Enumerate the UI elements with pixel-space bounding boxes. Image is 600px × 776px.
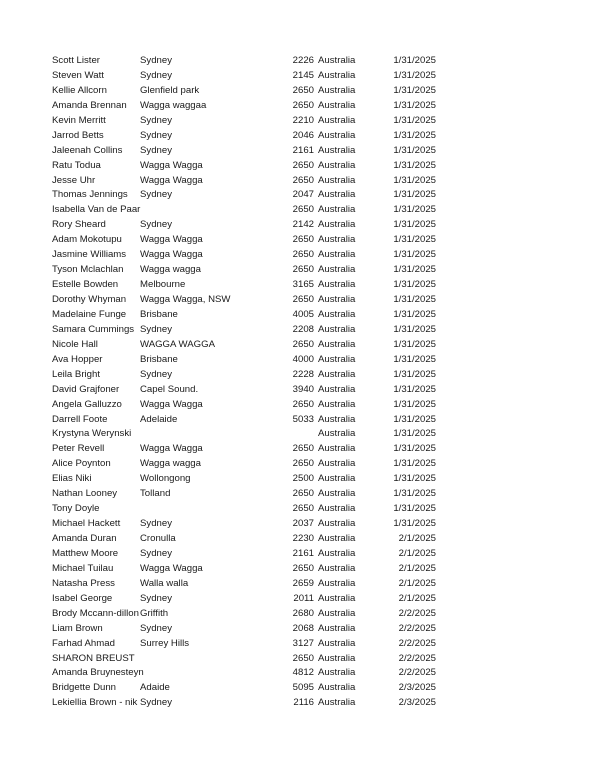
postcode-cell: 2650	[270, 233, 314, 248]
city-cell: Sydney	[140, 114, 280, 129]
city-cell: Surrey Hills	[140, 637, 280, 652]
date-cell: 1/31/2025	[360, 517, 436, 532]
name-cell: Krystyna Werynski	[52, 428, 132, 440]
table-row	[0, 144, 600, 159]
name-cell: Matthew Moore	[52, 547, 119, 559]
name-cell: Amanda Brennan	[52, 99, 127, 111]
city-cell: Sydney	[140, 144, 280, 159]
table-row	[0, 532, 600, 547]
postcode-cell: 2208	[270, 323, 314, 338]
country-cell: Australia	[318, 472, 378, 487]
date-cell: 1/31/2025	[360, 144, 436, 159]
city-cell: Sydney	[140, 368, 280, 383]
country-cell: Australia	[318, 69, 378, 84]
country-cell: Australia	[318, 442, 378, 457]
table-row	[0, 188, 600, 203]
city-cell: Walla walla	[140, 577, 280, 592]
city-cell: Melbourne	[140, 278, 280, 293]
city-cell: Wagga waggaa	[140, 99, 280, 114]
name-cell: Jasmine Williams	[52, 249, 127, 261]
city-cell: Tolland	[140, 487, 280, 502]
city-cell: Sydney	[140, 54, 280, 69]
name-cell: Steven Watt	[52, 69, 104, 81]
spreadsheet-printout	[0, 54, 600, 711]
country-cell: Australia	[318, 457, 378, 472]
table-row	[0, 383, 600, 398]
postcode-cell: 3940	[270, 383, 314, 398]
name-cell: Michael Tuilau	[52, 562, 114, 574]
postcode-cell: 2650	[270, 203, 314, 218]
city-cell: Wollongong	[140, 472, 280, 487]
postcode-cell: 4000	[270, 353, 314, 368]
country-cell: Australia	[318, 203, 378, 218]
table-row	[0, 666, 600, 681]
name-cell: Brody Mccann-dillon	[52, 607, 139, 619]
date-cell: 1/31/2025	[360, 99, 436, 114]
country-cell: Australia	[318, 547, 378, 562]
city-cell: Wagga Wagga	[140, 248, 280, 263]
postcode-cell: 3127	[270, 637, 314, 652]
table-row	[0, 592, 600, 607]
city-cell: Sydney	[140, 323, 280, 338]
table-row	[0, 607, 600, 622]
city-cell: Sydney	[140, 622, 280, 637]
city-cell: Wagga Wagga	[140, 174, 280, 189]
postcode-cell: 2650	[270, 248, 314, 263]
table-row	[0, 457, 600, 472]
postcode-cell: 2650	[270, 652, 314, 667]
table-row	[0, 218, 600, 233]
date-cell: 2/2/2025	[360, 637, 436, 652]
postcode-cell: 2230	[270, 532, 314, 547]
postcode-cell: 2650	[270, 398, 314, 413]
date-cell: 2/1/2025	[360, 547, 436, 562]
table-row	[0, 681, 600, 696]
name-cell: Natasha Press	[52, 577, 115, 589]
name-cell: Ratu Todua	[52, 159, 101, 171]
table-row	[0, 398, 600, 413]
table-row	[0, 562, 600, 577]
date-cell: 1/31/2025	[360, 368, 436, 383]
table-row	[0, 487, 600, 502]
table-row	[0, 278, 600, 293]
country-cell: Australia	[318, 293, 378, 308]
name-cell: Isabella Van de Paar	[52, 204, 141, 216]
date-cell: 1/31/2025	[360, 323, 436, 338]
country-cell: Australia	[318, 54, 378, 69]
date-cell: 1/31/2025	[360, 218, 436, 233]
date-cell: 2/3/2025	[360, 681, 436, 696]
country-cell: Australia	[318, 607, 378, 622]
name-cell: Darrell Foote	[52, 413, 108, 425]
postcode-cell: 2650	[270, 293, 314, 308]
country-cell: Australia	[318, 278, 378, 293]
city-cell: Adelaide	[140, 413, 280, 428]
country-cell: Australia	[318, 681, 378, 696]
country-cell: Australia	[318, 517, 378, 532]
postcode-cell: 2046	[270, 129, 314, 144]
country-cell: Australia	[318, 218, 378, 233]
date-cell: 1/31/2025	[360, 383, 436, 398]
postcode-cell: 2161	[270, 144, 314, 159]
country-cell: Australia	[318, 592, 378, 607]
name-cell: Madelaine Funge	[52, 308, 127, 320]
date-cell: 2/1/2025	[360, 592, 436, 607]
postcode-cell: 2047	[270, 188, 314, 203]
date-cell: 1/31/2025	[360, 338, 436, 353]
date-cell: 1/31/2025	[360, 293, 436, 308]
table-row	[0, 353, 600, 368]
table-row	[0, 248, 600, 263]
table-row	[0, 159, 600, 174]
date-cell: 1/31/2025	[360, 398, 436, 413]
name-cell: Peter Revell	[52, 443, 105, 455]
country-cell: Australia	[318, 652, 378, 667]
city-cell: Sydney	[140, 218, 280, 233]
postcode-cell: 5095	[270, 681, 314, 696]
postcode-cell: 2210	[270, 114, 314, 129]
country-cell: Australia	[318, 114, 378, 129]
date-cell: 2/1/2025	[360, 577, 436, 592]
date-cell: 1/31/2025	[360, 188, 436, 203]
country-cell: Australia	[318, 323, 378, 338]
table-row	[0, 517, 600, 532]
date-cell: 1/31/2025	[360, 129, 436, 144]
postcode-cell: 2650	[270, 159, 314, 174]
postcode-cell: 2500	[270, 472, 314, 487]
date-cell: 1/31/2025	[360, 263, 436, 278]
country-cell: Australia	[318, 263, 378, 278]
name-cell: Amanda Duran	[52, 533, 117, 544]
postcode-cell: 2145	[270, 69, 314, 84]
date-cell: 2/2/2025	[360, 622, 436, 637]
postcode-cell: 2659	[270, 577, 314, 592]
country-cell: Australia	[318, 368, 378, 383]
name-cell: David Grajfoner	[52, 383, 120, 395]
table-row	[0, 502, 600, 517]
city-cell: Wagga wagga	[140, 263, 280, 278]
city-cell: Wagga Wagga	[140, 442, 280, 457]
country-cell: Australia	[318, 159, 378, 174]
date-cell: 1/31/2025	[360, 203, 436, 218]
postcode-cell: 2068	[270, 622, 314, 637]
city-cell: Sydney	[140, 129, 280, 144]
date-cell: 2/2/2025	[360, 607, 436, 622]
name-cell: Rory Sheard	[52, 219, 106, 231]
table-row	[0, 637, 600, 652]
name-cell: Angela Galluzzo	[52, 398, 122, 410]
postcode-cell: 4812	[270, 666, 314, 681]
date-cell: 1/31/2025	[360, 84, 436, 99]
name-cell: Jesse Uhr	[52, 174, 96, 186]
table-row	[0, 622, 600, 637]
postcode-cell: 2037	[270, 517, 314, 532]
city-cell: WAGGA WAGGA	[140, 338, 280, 353]
date-cell: 1/31/2025	[360, 502, 436, 517]
table-row	[0, 427, 600, 442]
name-cell: Isabel George	[52, 592, 113, 604]
city-cell: Griffith	[140, 607, 280, 622]
date-cell: 1/31/2025	[360, 308, 436, 323]
date-cell: 1/31/2025	[360, 278, 436, 293]
country-cell: Australia	[318, 487, 378, 502]
date-cell: 1/31/2025	[360, 457, 436, 472]
postcode-cell: 2650	[270, 442, 314, 457]
postcode-cell: 2650	[270, 562, 314, 577]
postcode-cell: 2680	[270, 607, 314, 622]
table-row	[0, 338, 600, 353]
country-cell: Australia	[318, 622, 378, 637]
country-cell: Australia	[318, 696, 378, 711]
table-row	[0, 472, 600, 487]
country-cell: Australia	[318, 308, 378, 323]
date-cell: 1/31/2025	[360, 413, 436, 428]
table-row	[0, 413, 600, 428]
country-cell: Australia	[318, 427, 378, 442]
date-cell: 1/31/2025	[360, 472, 436, 487]
name-cell: Alice Poynton	[52, 458, 111, 470]
city-cell: Sydney	[140, 696, 280, 711]
table-row	[0, 323, 600, 338]
city-cell: Capel Sound.	[140, 383, 280, 398]
city-cell: Wagga wagga	[140, 457, 280, 472]
city-cell: Glenfield park	[140, 84, 280, 99]
postcode-cell: 2650	[270, 487, 314, 502]
city-cell: Adaide	[140, 681, 280, 696]
postcode-cell: 2228	[270, 368, 314, 383]
country-cell: Australia	[318, 129, 378, 144]
date-cell: 2/2/2025	[360, 652, 436, 667]
postcode-cell: 3165	[270, 278, 314, 293]
table-row	[0, 114, 600, 129]
postcode-cell: 2650	[270, 502, 314, 517]
country-cell: Australia	[318, 413, 378, 428]
table-row	[0, 129, 600, 144]
country-cell: Australia	[318, 577, 378, 592]
name-cell: Scott Lister	[52, 55, 100, 66]
city-cell: Sydney	[140, 547, 280, 562]
postcode-cell: 2161	[270, 547, 314, 562]
name-cell: Ava Hopper	[52, 353, 103, 365]
postcode-cell: 2650	[270, 338, 314, 353]
postcode-cell: 2650	[270, 263, 314, 278]
country-cell: Australia	[318, 353, 378, 368]
city-cell: Brisbane	[140, 308, 280, 323]
table-row	[0, 263, 600, 278]
name-cell: Nicole Hall	[52, 338, 98, 350]
date-cell: 2/3/2025	[360, 696, 436, 711]
table-row	[0, 442, 600, 457]
postcode-cell: 2650	[270, 457, 314, 472]
name-cell: Liam Brown	[52, 622, 103, 634]
name-cell: SHARON BREUST	[52, 652, 135, 664]
country-cell: Australia	[318, 383, 378, 398]
table-row	[0, 293, 600, 308]
city-cell: Cronulla	[140, 532, 280, 547]
name-cell: Farhad Ahmad	[52, 637, 115, 649]
country-cell: Australia	[318, 84, 378, 99]
country-cell: Australia	[318, 174, 378, 189]
date-cell: 1/31/2025	[360, 487, 436, 502]
city-cell: Sydney	[140, 517, 280, 532]
postcode-cell: 2650	[270, 99, 314, 114]
date-cell: 2/1/2025	[360, 532, 436, 547]
table-row	[0, 174, 600, 189]
country-cell: Australia	[318, 233, 378, 248]
date-cell: 1/31/2025	[360, 114, 436, 129]
city-cell: Sydney	[140, 69, 280, 84]
table-row	[0, 308, 600, 323]
name-cell: Tyson Mclachlan	[52, 264, 124, 276]
city-cell: Wagga Wagga	[140, 159, 280, 174]
date-cell: 1/31/2025	[360, 353, 436, 368]
postcode-cell: 2142	[270, 218, 314, 233]
name-cell: Elias Niki	[52, 473, 92, 485]
date-cell: 1/31/2025	[360, 69, 436, 84]
country-cell: Australia	[318, 666, 378, 681]
date-cell: 2/1/2025	[360, 562, 436, 577]
name-cell: Adam Mokotupu	[52, 234, 122, 246]
name-cell: Jarrod Betts	[52, 129, 104, 141]
city-cell: Brisbane	[140, 353, 280, 368]
city-cell: Wagga Wagga	[140, 562, 280, 577]
postcode-cell: 2011	[270, 592, 314, 607]
country-cell: Australia	[318, 99, 378, 114]
name-cell: Estelle Bowden	[52, 279, 119, 291]
table-row	[0, 547, 600, 562]
city-cell: Wagga Wagga	[140, 398, 280, 413]
country-cell: Australia	[318, 144, 378, 159]
postcode-cell: 2116	[270, 696, 314, 711]
date-cell: 1/31/2025	[360, 174, 436, 189]
country-cell: Australia	[318, 188, 378, 203]
table-row	[0, 233, 600, 248]
postcode-cell: 5033	[270, 413, 314, 428]
country-cell: Australia	[318, 562, 378, 577]
name-cell: Kellie Allcorn	[52, 84, 107, 96]
postcode-cell: 2650	[270, 84, 314, 99]
country-cell: Australia	[318, 502, 378, 517]
table-row	[0, 99, 600, 114]
table-row	[0, 84, 600, 99]
date-cell: 1/31/2025	[360, 233, 436, 248]
country-cell: Australia	[318, 398, 378, 413]
name-cell: Nathan Looney	[52, 488, 118, 500]
country-cell: Australia	[318, 338, 378, 353]
name-cell: Bridgette Dunn	[52, 682, 116, 694]
city-cell: Wagga Wagga, NSW	[140, 293, 280, 308]
table-row	[0, 54, 600, 69]
date-cell: 1/31/2025	[360, 159, 436, 174]
city-cell: Sydney	[140, 188, 280, 203]
name-cell: Lekiellia Brown - nik	[52, 697, 138, 709]
table-row	[0, 69, 600, 84]
country-cell: Australia	[318, 532, 378, 547]
postcode-cell: 2650	[270, 174, 314, 189]
name-cell: Leila Bright	[52, 368, 100, 380]
table-row	[0, 203, 600, 218]
table-row	[0, 696, 600, 711]
date-cell: 1/31/2025	[360, 427, 436, 442]
table-row	[0, 577, 600, 592]
city-cell: Wagga Wagga	[140, 233, 280, 248]
date-cell: 1/31/2025	[360, 248, 436, 263]
date-cell: 2/2/2025	[360, 666, 436, 681]
country-cell: Australia	[318, 248, 378, 263]
table-row	[0, 368, 600, 383]
name-cell: Amanda Bruynesteyn	[52, 667, 144, 679]
name-cell: Kevin Merritt	[52, 114, 106, 126]
date-cell: 1/31/2025	[360, 442, 436, 457]
city-cell: Sydney	[140, 592, 280, 607]
name-cell: Tony Doyle	[52, 503, 100, 515]
name-cell: Dorothy Whyman	[52, 294, 127, 305]
country-cell: Australia	[318, 637, 378, 652]
name-cell: Michael Hackett	[52, 518, 121, 530]
postcode-cell: 2226	[270, 54, 314, 69]
table-row	[0, 652, 600, 667]
name-cell: Samara Cummings	[52, 323, 135, 335]
name-cell: Jaleenah Collins	[52, 144, 123, 156]
name-cell: Thomas Jennings	[52, 189, 128, 201]
postcode-cell: 4005	[270, 308, 314, 323]
date-cell: 1/31/2025	[360, 54, 436, 69]
